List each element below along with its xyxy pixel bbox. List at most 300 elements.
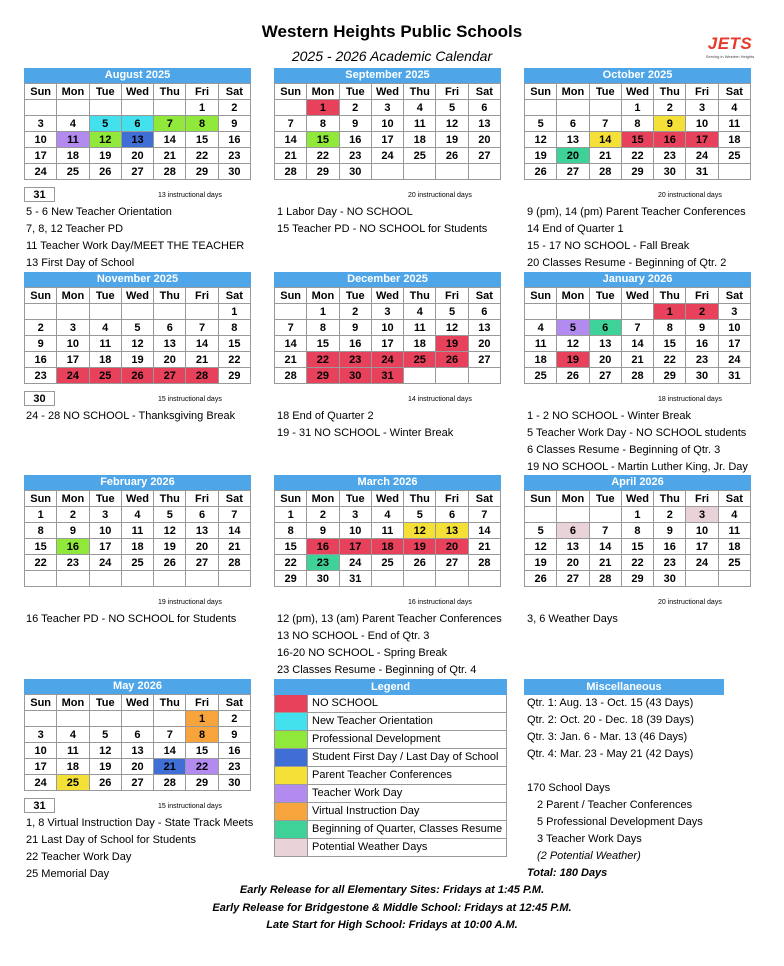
empty-cell	[25, 100, 57, 116]
weekday-row	[25, 695, 251, 711]
day-cell: 12	[121, 336, 153, 352]
week-row	[525, 507, 751, 523]
week-row	[25, 743, 251, 759]
day-cell: 5	[525, 116, 557, 132]
weekday-label: Mon	[557, 84, 589, 100]
day-cell: 20	[468, 132, 500, 148]
empty-cell	[436, 368, 468, 384]
day-cell: 7	[621, 320, 653, 336]
month-grid	[274, 490, 501, 587]
empty-cell	[186, 304, 218, 320]
empty-cell	[25, 571, 57, 587]
day-cell: 29	[621, 164, 653, 180]
empty-cell	[57, 304, 89, 320]
day-cell: 11	[121, 523, 153, 539]
day-cell: 20	[121, 759, 153, 775]
day-cell: 15	[25, 539, 57, 555]
misc-title: Miscellaneous	[524, 679, 724, 695]
week-row	[525, 320, 751, 336]
day-cell: 27	[154, 368, 186, 384]
day-cell: 8	[621, 116, 653, 132]
note: 13 First Day of School	[26, 257, 135, 269]
day-cell: 22	[307, 352, 339, 368]
weekday-label: Tue	[339, 288, 371, 304]
day-cell: 13	[557, 132, 589, 148]
month-february-2026	[24, 475, 251, 587]
day-cell: 14	[218, 523, 250, 539]
day-cell: 20	[557, 148, 589, 164]
day-cell: 29	[186, 164, 218, 180]
day-cell: 26	[436, 352, 468, 368]
day-cell: 8	[25, 523, 57, 539]
weekday-label: Fri	[186, 288, 218, 304]
month-header: December 2025	[274, 272, 501, 287]
empty-cell	[121, 100, 153, 116]
weekday-label: Mon	[57, 491, 89, 507]
day-cell: 7	[218, 507, 250, 523]
day-cell: 6	[154, 320, 186, 336]
weekday-label: Sun	[525, 84, 557, 100]
day-cell: 30	[686, 368, 718, 384]
day-cell: 24	[371, 352, 403, 368]
weekday-label: Wed	[621, 288, 653, 304]
logo-tagline: Serving in Western Heights	[705, 54, 755, 59]
quarter-2: Qtr. 2: Oct. 20 - Dec. 18 (39 Days)	[527, 714, 694, 726]
week-row	[525, 100, 751, 116]
day-cell: 28	[154, 164, 186, 180]
day-cell: 23	[339, 352, 371, 368]
day-cell: 1	[307, 304, 339, 320]
day-cell: 14	[468, 523, 500, 539]
day-cell: 25	[718, 148, 750, 164]
day-cell: 18	[57, 759, 89, 775]
day-cell: 11	[718, 116, 750, 132]
note: 5 Teacher Work Day - NO SCHOOL students	[527, 427, 747, 439]
week-row	[275, 100, 501, 116]
day-cell: 24	[339, 555, 371, 571]
empty-cell	[57, 100, 89, 116]
week-row	[525, 571, 751, 587]
day-cell: 15	[186, 743, 218, 759]
day-cell: 24	[718, 352, 750, 368]
empty-cell	[436, 571, 468, 587]
weekday-label: Sat	[468, 84, 500, 100]
instr-days-jan: 18 instructional days	[658, 396, 722, 403]
day-cell: 18	[121, 539, 153, 555]
day-cell: 1	[307, 100, 339, 116]
legend-label: Beginning of Quarter, Classes Resume	[312, 823, 503, 835]
weekday-label: Sat	[218, 84, 250, 100]
legend-item-resume	[274, 821, 507, 839]
month-header: August 2025	[24, 68, 251, 83]
weekday-label: Thu	[404, 288, 436, 304]
empty-cell	[57, 711, 89, 727]
day-cell: 14	[589, 539, 621, 555]
day-cell: 28	[275, 164, 307, 180]
day-cell: 21	[589, 555, 621, 571]
instr-days-apr: 20 instructional days	[658, 599, 722, 606]
day-cell: 24	[57, 368, 89, 384]
day-cell: 14	[154, 743, 186, 759]
day-cell: 19	[557, 352, 589, 368]
day-cell: 14	[621, 336, 653, 352]
day-cell: 2	[339, 304, 371, 320]
month-header: February 2026	[24, 475, 251, 490]
day-cell: 17	[339, 539, 371, 555]
empty-cell	[154, 304, 186, 320]
week-row	[275, 352, 501, 368]
day-cell: 16	[25, 352, 57, 368]
notes-dec	[277, 408, 453, 442]
empty-cell	[718, 571, 750, 587]
legend-title: Legend	[274, 679, 507, 695]
day-cell: 24	[25, 775, 57, 791]
month-header: April 2026	[524, 475, 751, 490]
day-cell: 22	[621, 555, 653, 571]
weekday-label: Fri	[686, 491, 718, 507]
day-cell: 17	[371, 132, 403, 148]
weekday-label: Sat	[218, 695, 250, 711]
day-cell: 28	[621, 368, 653, 384]
day-cell: 4	[718, 507, 750, 523]
day-cell: 2	[654, 100, 686, 116]
empty-cell	[186, 571, 218, 587]
day-cell: 5	[89, 727, 121, 743]
day-cell: 1	[621, 100, 653, 116]
legend-swatch	[275, 821, 308, 838]
day-cell: 12	[525, 132, 557, 148]
day-cell: 5	[436, 100, 468, 116]
week-row	[275, 368, 501, 384]
miscellaneous-panel	[524, 679, 724, 882]
empty-cell	[589, 304, 621, 320]
day-cell: 18	[57, 148, 89, 164]
day-cell: 6	[121, 727, 153, 743]
weekday-label: Thu	[154, 288, 186, 304]
legend-swatch	[275, 713, 308, 730]
weekday-label: Wed	[121, 288, 153, 304]
weekday-label: Sun	[275, 491, 307, 507]
weekday-label: Thu	[654, 84, 686, 100]
weekday-label: Wed	[371, 491, 403, 507]
day-cell: 6	[557, 116, 589, 132]
note: 1, 8 Virtual Instruction Day - State Track Meets	[26, 817, 254, 829]
district-logo	[700, 34, 760, 59]
day-cell: 17	[686, 539, 718, 555]
week-row	[525, 336, 751, 352]
month-grid	[524, 490, 751, 587]
week-row	[525, 148, 751, 164]
day-cell: 7	[275, 116, 307, 132]
empty-cell	[557, 507, 589, 523]
weekday-label: Tue	[89, 288, 121, 304]
day-cell: 26	[89, 164, 121, 180]
day-cell: 23	[654, 555, 686, 571]
legend-label: Parent Teacher Conferences	[312, 769, 452, 781]
day-cell: 3	[25, 116, 57, 132]
day-cell: 3	[89, 507, 121, 523]
empty-cell	[686, 571, 718, 587]
day-cell: 6	[121, 116, 153, 132]
day-cell: 21	[186, 352, 218, 368]
quarter-3: Qtr. 3: Jan. 6 - Mar. 13 (46 Days)	[527, 731, 688, 743]
weekday-row	[275, 491, 501, 507]
day-cell: 9	[307, 523, 339, 539]
empty-cell	[525, 507, 557, 523]
weekday-row	[25, 84, 251, 100]
note: 13 NO SCHOOL - End of Qtr. 3	[277, 630, 430, 642]
instr-days-may: 15 instructional days	[158, 803, 222, 810]
empty-cell	[589, 507, 621, 523]
day-cell: 3	[371, 304, 403, 320]
week-row	[275, 523, 501, 539]
empty-cell	[89, 100, 121, 116]
weekday-label: Tue	[89, 695, 121, 711]
day-cell: 4	[371, 507, 403, 523]
day-cell: 28	[589, 571, 621, 587]
weekday-label: Wed	[121, 491, 153, 507]
weekday-label: Mon	[557, 491, 589, 507]
day-cell: 9	[339, 116, 371, 132]
day-cell: 18	[404, 132, 436, 148]
note: 23 Classes Resume - Beginning of Qtr. 4	[277, 664, 477, 676]
week-row	[275, 571, 501, 587]
day-cell: 8	[654, 320, 686, 336]
week-row	[25, 539, 251, 555]
legend-item-no-school	[274, 695, 507, 713]
day-cell: 27	[557, 164, 589, 180]
day-cell: 28	[468, 555, 500, 571]
weekday-label: Thu	[154, 84, 186, 100]
week-row	[275, 555, 501, 571]
notes-oct	[527, 204, 746, 272]
weekday-label: Fri	[186, 84, 218, 100]
day-cell: 11	[89, 336, 121, 352]
total-days: Total: 180 Days	[527, 867, 608, 879]
day-cell: 23	[57, 555, 89, 571]
day-cell: 11	[371, 523, 403, 539]
legend-label: Teacher Work Day	[312, 787, 403, 799]
day-cell: 1	[25, 507, 57, 523]
day-cell: 22	[307, 148, 339, 164]
day-cell: 4	[718, 100, 750, 116]
weekday-label: Sun	[525, 288, 557, 304]
weekday-label: Tue	[339, 84, 371, 100]
day-cell: 12	[525, 539, 557, 555]
day-cell: 14	[589, 132, 621, 148]
weekday-label: Fri	[186, 695, 218, 711]
day-cell: 8	[307, 320, 339, 336]
day-cell: 9	[25, 336, 57, 352]
day-cell: 22	[621, 148, 653, 164]
day-cell: 24	[25, 164, 57, 180]
day-cell: 14	[275, 132, 307, 148]
day-cell: 12	[404, 523, 436, 539]
weekday-row	[275, 84, 501, 100]
legend-swatch	[275, 749, 308, 766]
day-cell: 30	[339, 164, 371, 180]
day-cell: 12	[436, 116, 468, 132]
instr-days-dec: 14 instructional days	[408, 396, 472, 403]
day-cell: 28	[218, 555, 250, 571]
day-cell: 17	[686, 132, 718, 148]
day-cell: 1	[186, 100, 218, 116]
week-row	[25, 100, 251, 116]
month-september-2025	[274, 68, 501, 180]
notes-apr	[527, 611, 618, 628]
day-cell: 16	[339, 132, 371, 148]
day-cell: 27	[468, 148, 500, 164]
day-cell: 20	[186, 539, 218, 555]
footer-high: Late Start for High School: Fridays at 10:00 A.M.	[266, 919, 518, 931]
empty-cell	[25, 304, 57, 320]
empty-cell	[468, 571, 500, 587]
day-cell: 19	[154, 539, 186, 555]
weekday-label: Fri	[686, 84, 718, 100]
weekday-label: Sun	[25, 695, 57, 711]
weekday-label: Thu	[154, 491, 186, 507]
empty-cell	[275, 100, 307, 116]
work-days: 3 Teacher Work Days	[537, 833, 642, 845]
week-row	[25, 775, 251, 791]
day-cell: 7	[589, 523, 621, 539]
month-grid	[24, 490, 251, 587]
month-march-2026	[274, 475, 501, 587]
day-cell: 3	[686, 100, 718, 116]
day-cell: 1	[621, 507, 653, 523]
day-cell: 26	[121, 368, 153, 384]
day-cell: 24	[686, 148, 718, 164]
empty-cell	[718, 164, 750, 180]
week-row	[25, 711, 251, 727]
day-cell: 28	[154, 775, 186, 791]
legend-item-ptc	[274, 767, 507, 785]
day-cell: 12	[89, 743, 121, 759]
day-cell: 8	[621, 523, 653, 539]
day-cell: 12	[436, 320, 468, 336]
day-cell: 22	[186, 759, 218, 775]
empty-cell	[404, 368, 436, 384]
note: 12 (pm), 13 (am) Parent Teacher Conferences	[277, 613, 502, 625]
week-row	[25, 336, 251, 352]
day-cell: 21	[154, 759, 186, 775]
week-row	[525, 164, 751, 180]
day-cell: 26	[436, 148, 468, 164]
legend-item-virtual	[274, 803, 507, 821]
day-cell: 26	[525, 164, 557, 180]
notes-may	[26, 815, 253, 883]
week-row	[275, 507, 501, 523]
day-cell: 4	[57, 116, 89, 132]
week-row	[25, 132, 251, 148]
day-cell: 3	[57, 320, 89, 336]
day-cell: 30	[654, 571, 686, 587]
weekday-label: Mon	[307, 84, 339, 100]
empty-cell	[89, 711, 121, 727]
weekday-row	[525, 491, 751, 507]
day-cell: 10	[371, 116, 403, 132]
month-grid	[24, 287, 251, 384]
day-cell: 5	[525, 523, 557, 539]
weekday-label: Wed	[371, 288, 403, 304]
page-subtitle: 2025 - 2026 Academic Calendar	[291, 48, 493, 64]
day-cell: 4	[121, 507, 153, 523]
day-cell: 20	[589, 352, 621, 368]
day-cell: 29	[621, 571, 653, 587]
note: 7, 8, 12 Teacher PD	[26, 223, 124, 235]
day-cell: 22	[275, 555, 307, 571]
day-cell: 2	[218, 711, 250, 727]
day-cell: 25	[121, 555, 153, 571]
day-cell: 9	[654, 116, 686, 132]
month-grid	[524, 287, 751, 384]
month-header: January 2026	[524, 272, 751, 287]
day-cell: 22	[654, 352, 686, 368]
legend-label: Student First Day / Last Day of School	[312, 751, 499, 763]
empty-cell	[89, 571, 121, 587]
day-cell: 7	[275, 320, 307, 336]
day-cell: 3	[686, 507, 718, 523]
week-row	[275, 132, 501, 148]
day-cell: 15	[654, 336, 686, 352]
day-cell: 12	[89, 132, 121, 148]
day-cell: 28	[275, 368, 307, 384]
day-cell: 21	[468, 539, 500, 555]
note: 18 End of Quarter 2	[277, 410, 374, 422]
day-cell: 25	[371, 555, 403, 571]
day-cell: 27	[121, 775, 153, 791]
weekday-row	[25, 288, 251, 304]
weekday-row	[25, 491, 251, 507]
empty-cell	[525, 304, 557, 320]
day-cell: 18	[404, 336, 436, 352]
note: 20 Classes Resume - Beginning of Qtr. 2	[527, 257, 727, 269]
notes-jan	[527, 408, 748, 476]
week-row	[25, 368, 251, 384]
pd-days: 5 Professional Development Days	[537, 816, 703, 828]
day-cell: 10	[339, 523, 371, 539]
extra-day-aug: 31	[24, 187, 55, 202]
day-cell: 19	[404, 539, 436, 555]
day-cell: 4	[404, 304, 436, 320]
notes-feb	[26, 611, 236, 628]
day-cell: 10	[89, 523, 121, 539]
day-cell: 11	[404, 116, 436, 132]
day-cell: 8	[186, 727, 218, 743]
weekday-label: Tue	[339, 491, 371, 507]
month-january-2026	[524, 272, 751, 384]
day-cell: 25	[57, 775, 89, 791]
note: 21 Last Day of School for Students	[26, 834, 196, 846]
day-cell: 9	[218, 727, 250, 743]
week-row	[525, 116, 751, 132]
day-cell: 30	[218, 164, 250, 180]
day-cell: 13	[557, 539, 589, 555]
day-cell: 5	[557, 320, 589, 336]
quarter-4: Qtr. 4: Mar. 23 - May 21 (42 Days)	[527, 748, 694, 760]
day-cell: 9	[654, 523, 686, 539]
week-row	[525, 523, 751, 539]
day-cell: 22	[25, 555, 57, 571]
day-cell: 4	[89, 320, 121, 336]
weekday-label: Mon	[57, 84, 89, 100]
month-december-2025	[274, 272, 501, 384]
legend-label: Virtual Instruction Day	[312, 805, 420, 817]
day-cell: 2	[25, 320, 57, 336]
month-header: September 2025	[274, 68, 501, 83]
weekday-label: Sun	[25, 84, 57, 100]
day-cell: 28	[589, 164, 621, 180]
